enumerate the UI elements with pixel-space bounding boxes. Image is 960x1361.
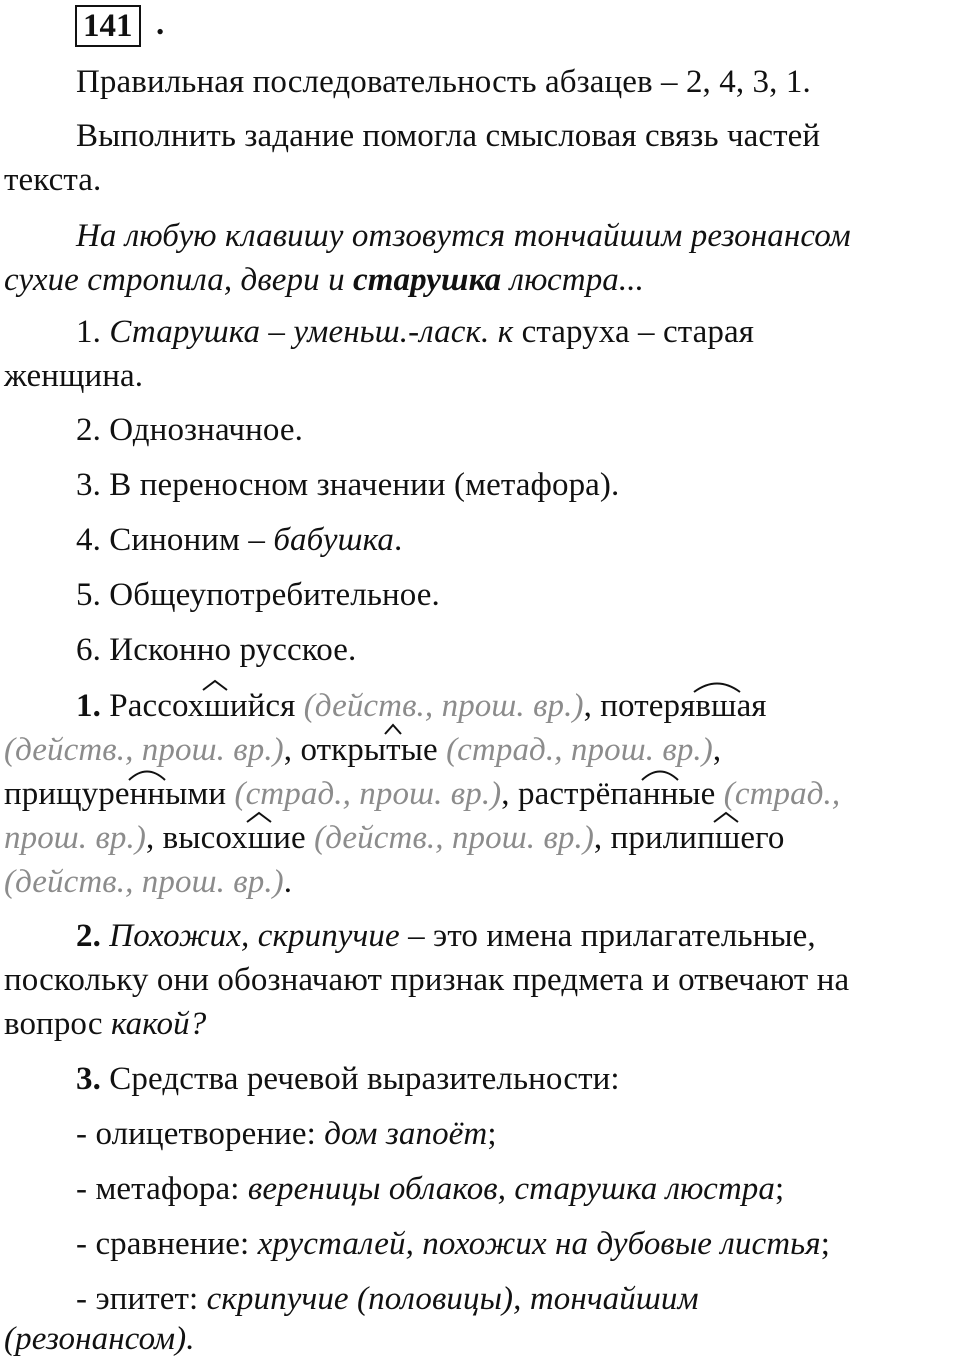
participles-line: (действ., прош. вр.). [4, 864, 293, 900]
analysis-item: 6. Исконно русское. [76, 632, 357, 668]
adjectives-line: поскольку они обозначают признак предмета и отвечают на [4, 962, 850, 998]
means-item: - эпитет: скрипучие (половицы), тончайшим [76, 1281, 699, 1317]
quote-line: сухие стропила, двери и старушка люстра... [4, 262, 644, 298]
suffix-mark: ш [248, 816, 274, 860]
means-item-continuation: (резонансом). [4, 1321, 195, 1357]
participles-line: прош. вр.), высохш ие (действ., прош. вр.), прилипш его [4, 816, 785, 860]
adjectives-line: вопрос какой? [4, 1006, 207, 1042]
means-title: 3. Средства речевой выразительности: [76, 1061, 620, 1097]
means-item: - сравнение: хрусталей, похожих на дубовые листья; [76, 1226, 831, 1262]
quote-line: На любую клавишу отзовутся тончайшим резонансом [76, 218, 851, 254]
suffix-mark: вш [695, 684, 736, 728]
analysis-item: 1. Старушка – уменьш.-ласк. к старуха – старая [76, 314, 755, 350]
text-line: текста. [4, 162, 102, 198]
suffix-mark: ш [204, 684, 230, 728]
analysis-item: 4. Синоним – бабушка. [76, 522, 403, 558]
analysis-item: 3. В переносном значении (метафора). [76, 467, 620, 503]
analysis-item: 2. Однозначное. [76, 412, 303, 448]
analysis-item: 5. Общеупотребительное. [76, 577, 440, 613]
participles-line: прищуренн ыми (страд., прош. вр.), растрёпанн ые (страд., [4, 772, 840, 816]
answer-order-line: Правильная последовательность абзацев – 2, 4, 3, 1. [76, 64, 811, 100]
means-item: - метафора: вереницы облаков, старушка люстра; [76, 1171, 785, 1207]
suffix-mark: ш [715, 816, 741, 860]
suffix-mark: нн [130, 772, 166, 816]
adjectives-line: 2. Похожих, скрипучие – это имена прилагательные, [76, 918, 816, 954]
suffix-mark: нн [643, 772, 679, 816]
analysis-item: женщина. [4, 358, 144, 394]
text-line: Выполнить задание помогла смысловая связь частей [76, 118, 821, 154]
exercise-number: 141 [75, 5, 141, 47]
exercise-number-dot: . [156, 6, 165, 42]
participles-line: (действ., прош. вр.), открыт ые (страд., прош. вр.), [4, 728, 721, 772]
suffix-mark: т [386, 728, 401, 772]
participles-line: 1. Рассохш ийся (действ., прош. вр.), потерявш ая [76, 684, 767, 728]
means-item: - олицетворение: дом запоёт; [76, 1116, 497, 1152]
